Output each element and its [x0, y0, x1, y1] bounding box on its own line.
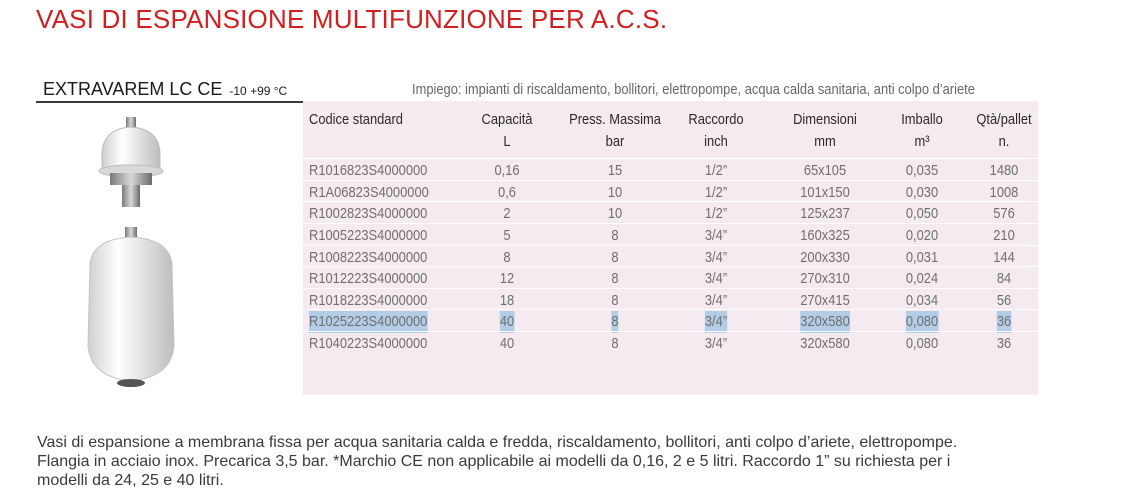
table-cell: 0,031 — [905, 248, 939, 266]
page-title: VASI DI ESPANSIONE MULTIFUNZIONE PER A.C.S. — [36, 4, 668, 34]
table-cell: 125x237 — [800, 205, 850, 223]
table-cell: 1008 — [989, 183, 1019, 201]
table-cell: 1/2” — [704, 183, 728, 201]
table-cell: 0,020 — [905, 227, 939, 244]
row-separator — [303, 223, 1038, 224]
table-cell: Codice standard — [309, 111, 403, 128]
table-row — [303, 225, 1038, 247]
table-cell: L — [503, 132, 511, 150]
table-cell: 3/4” — [704, 291, 728, 309]
row-separator — [303, 309, 1038, 310]
table-row — [303, 160, 1038, 182]
table-cell: R1025223S4000000 — [309, 311, 427, 333]
table-cell: 3/4” — [704, 335, 728, 352]
table-cell: 0,034 — [905, 291, 939, 309]
table-cell: 36 — [996, 335, 1012, 352]
table-cell: 1480 — [989, 162, 1019, 180]
table-cell: 8 — [611, 291, 619, 309]
table-cell: 5 — [503, 227, 511, 244]
table-cell: 8 — [503, 248, 511, 266]
table-cell: 320x580 — [800, 311, 850, 333]
note-line: Flangia in acciaio inox. Precarica 3,5 bar. *Marchio CE non applicabile ai modelli da 0,16, 2 e 5 litri. Raccordo 1” su richiesta per i — [37, 453, 951, 470]
table-cell: 0,030 — [905, 183, 939, 201]
table-cell: 2 — [503, 205, 511, 223]
table-cell: Dimensioni — [793, 111, 857, 128]
table-cell: m³ — [914, 132, 930, 150]
table-cell: 160x325 — [800, 227, 850, 244]
table-cell: 65x105 — [803, 162, 847, 180]
table-cell: R1A06823S4000000 — [309, 183, 429, 201]
table-cell: R1012223S4000000 — [309, 270, 428, 288]
table-cell: 8 — [611, 227, 619, 244]
table-cell: 56 — [996, 291, 1012, 309]
table-cell: n. — [998, 132, 1010, 150]
table-row — [303, 247, 1038, 269]
table-cell: 10 — [607, 205, 623, 223]
note-line: Vasi di espansione a membrana fissa per acqua sanitaria calda e fredda, riscaldamento, bollitori, anti colpo d’ariete, elettropompe. — [37, 434, 958, 451]
note-line: modelli da 24, 25 e 40 litri. — [37, 472, 224, 489]
table-cell: R1018223S4000000 — [309, 291, 428, 309]
table-cell: 8 — [611, 335, 619, 352]
table-units-row — [303, 131, 1038, 153]
table-cell: 1/2” — [704, 162, 728, 180]
row-separator — [303, 266, 1038, 267]
table-cell: Capacità — [481, 111, 533, 128]
table-cell: mm — [814, 132, 836, 150]
table-cell: 15 — [607, 162, 623, 180]
large-vessel-image — [88, 227, 174, 387]
table-cell: 144 — [993, 248, 1015, 266]
table-cell: 36 — [997, 311, 1011, 333]
table-cell: 320x580 — [800, 335, 850, 352]
table-cell: 0,6 — [498, 183, 516, 201]
table-cell: 0,080 — [906, 311, 938, 333]
table-cell: 12 — [499, 270, 515, 288]
table-row — [303, 203, 1038, 225]
table-cell: R1005223S4000000 — [309, 227, 428, 244]
description-note — [37, 433, 1117, 490]
table-cell: 40 — [500, 311, 514, 333]
table-cell: 0,080 — [905, 335, 939, 352]
table-row — [303, 182, 1038, 204]
table-cell: 3/4” — [705, 311, 727, 333]
table-cell: 3/4” — [704, 248, 728, 266]
row-separator — [303, 288, 1038, 289]
product-images — [70, 115, 200, 395]
table-cell: 0,16 — [494, 162, 520, 180]
table-cell: R1016823S4000000 — [309, 162, 428, 180]
table-header-row — [303, 109, 1038, 131]
table-cell: Imballo — [901, 111, 943, 128]
table-cell: R1008223S4000000 — [309, 248, 428, 266]
small-vessel-image — [99, 117, 163, 207]
table-cell: 210 — [993, 227, 1015, 244]
table-cell: 0,035 — [905, 162, 939, 180]
table-cell: 0,050 — [905, 205, 939, 223]
temperature-range: -10 +99 °C — [229, 84, 288, 98]
table-row — [303, 333, 1038, 355]
table-cell: inch — [704, 132, 728, 150]
table-cell: 8 — [611, 248, 619, 266]
product-name: EXTRAVAREM LC CE — [43, 79, 223, 99]
table-cell: R1040223S4000000 — [309, 335, 428, 352]
table-cell: 1/2” — [704, 205, 728, 223]
row-separator — [303, 201, 1038, 202]
table-cell: Qtà/pallet — [976, 111, 1032, 128]
row-separator — [303, 245, 1038, 246]
row-separator — [303, 180, 1038, 181]
table-cell: 200x330 — [800, 248, 850, 266]
table-row — [303, 268, 1038, 290]
table-cell: 8 — [611, 270, 619, 288]
table-cell: bar — [605, 132, 625, 150]
table-cell: 3/4” — [704, 227, 728, 244]
row-separator — [303, 331, 1038, 332]
table-cell: 576 — [993, 205, 1015, 223]
product-underline — [36, 101, 303, 103]
table-cell: 270x415 — [800, 291, 850, 309]
table-cell: 270x310 — [800, 270, 850, 288]
table-cell: Raccordo — [688, 111, 744, 128]
table-row — [303, 290, 1038, 312]
table-row — [303, 311, 1038, 333]
table-cell: 10 — [607, 183, 623, 201]
table-cell: Press. Massima — [569, 111, 661, 128]
table-cell: 40 — [499, 335, 515, 352]
table-cell: 0,024 — [905, 270, 939, 288]
table-cell: 18 — [499, 291, 515, 309]
product-name-label — [43, 79, 287, 100]
table-cell: R1002823S4000000 — [309, 205, 428, 223]
table-cell: 84 — [996, 270, 1012, 288]
usage-text: Impiego: impianti di riscaldamento, bollitori, elettropompe, acqua calda sanitaria, anti colpo d’ariete — [412, 81, 975, 98]
table-cell: 101x150 — [800, 183, 850, 201]
table-cell: 8 — [611, 311, 618, 333]
row-separator — [303, 158, 1038, 159]
table-cell: 3/4” — [704, 270, 728, 288]
